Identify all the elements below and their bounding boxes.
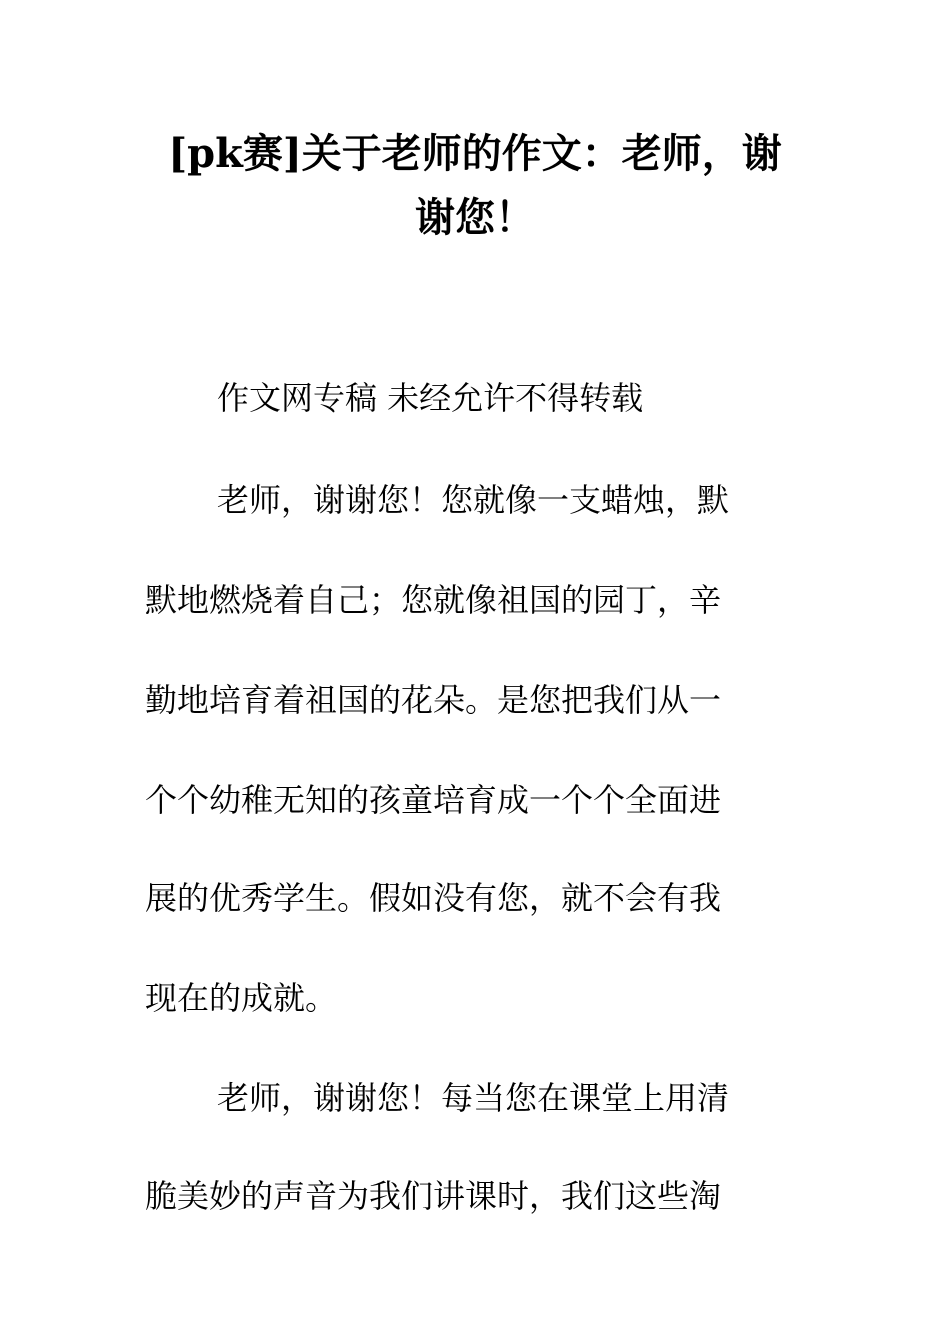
paragraph-1-line-6: 现在的成就。 [145,979,338,1017]
paragraph-1-line-3: 勤地培育着祖国的花朵。是您把我们从一 [145,681,722,719]
title-line-1: [pk赛]关于老师的作文：老师，谢 [168,130,782,177]
paragraph-2-line-1: 老师，谢谢您！每当您在课堂上用清 [217,1079,730,1117]
paragraph-1-line-5: 展的优秀学生。假如没有您，就不会有我 [145,879,722,917]
paragraph-1-line-4: 个个幼稚无知的孩童培育成一个个全面进 [145,781,722,819]
title-line-2: 谢您！ [415,194,535,241]
paragraph-1-line-1: 老师，谢谢您！您就像一支蜡烛，默 [217,481,730,519]
paragraph-2-line-2: 脆美妙的声音为我们讲课时，我们这些淘 [145,1177,722,1215]
byline: 作文网专稿 未经允许不得转载 [217,379,644,417]
paragraph-1-line-2: 默地燃烧着自己；您就像祖国的园丁，辛 [145,581,722,619]
document-title [145,122,805,250]
